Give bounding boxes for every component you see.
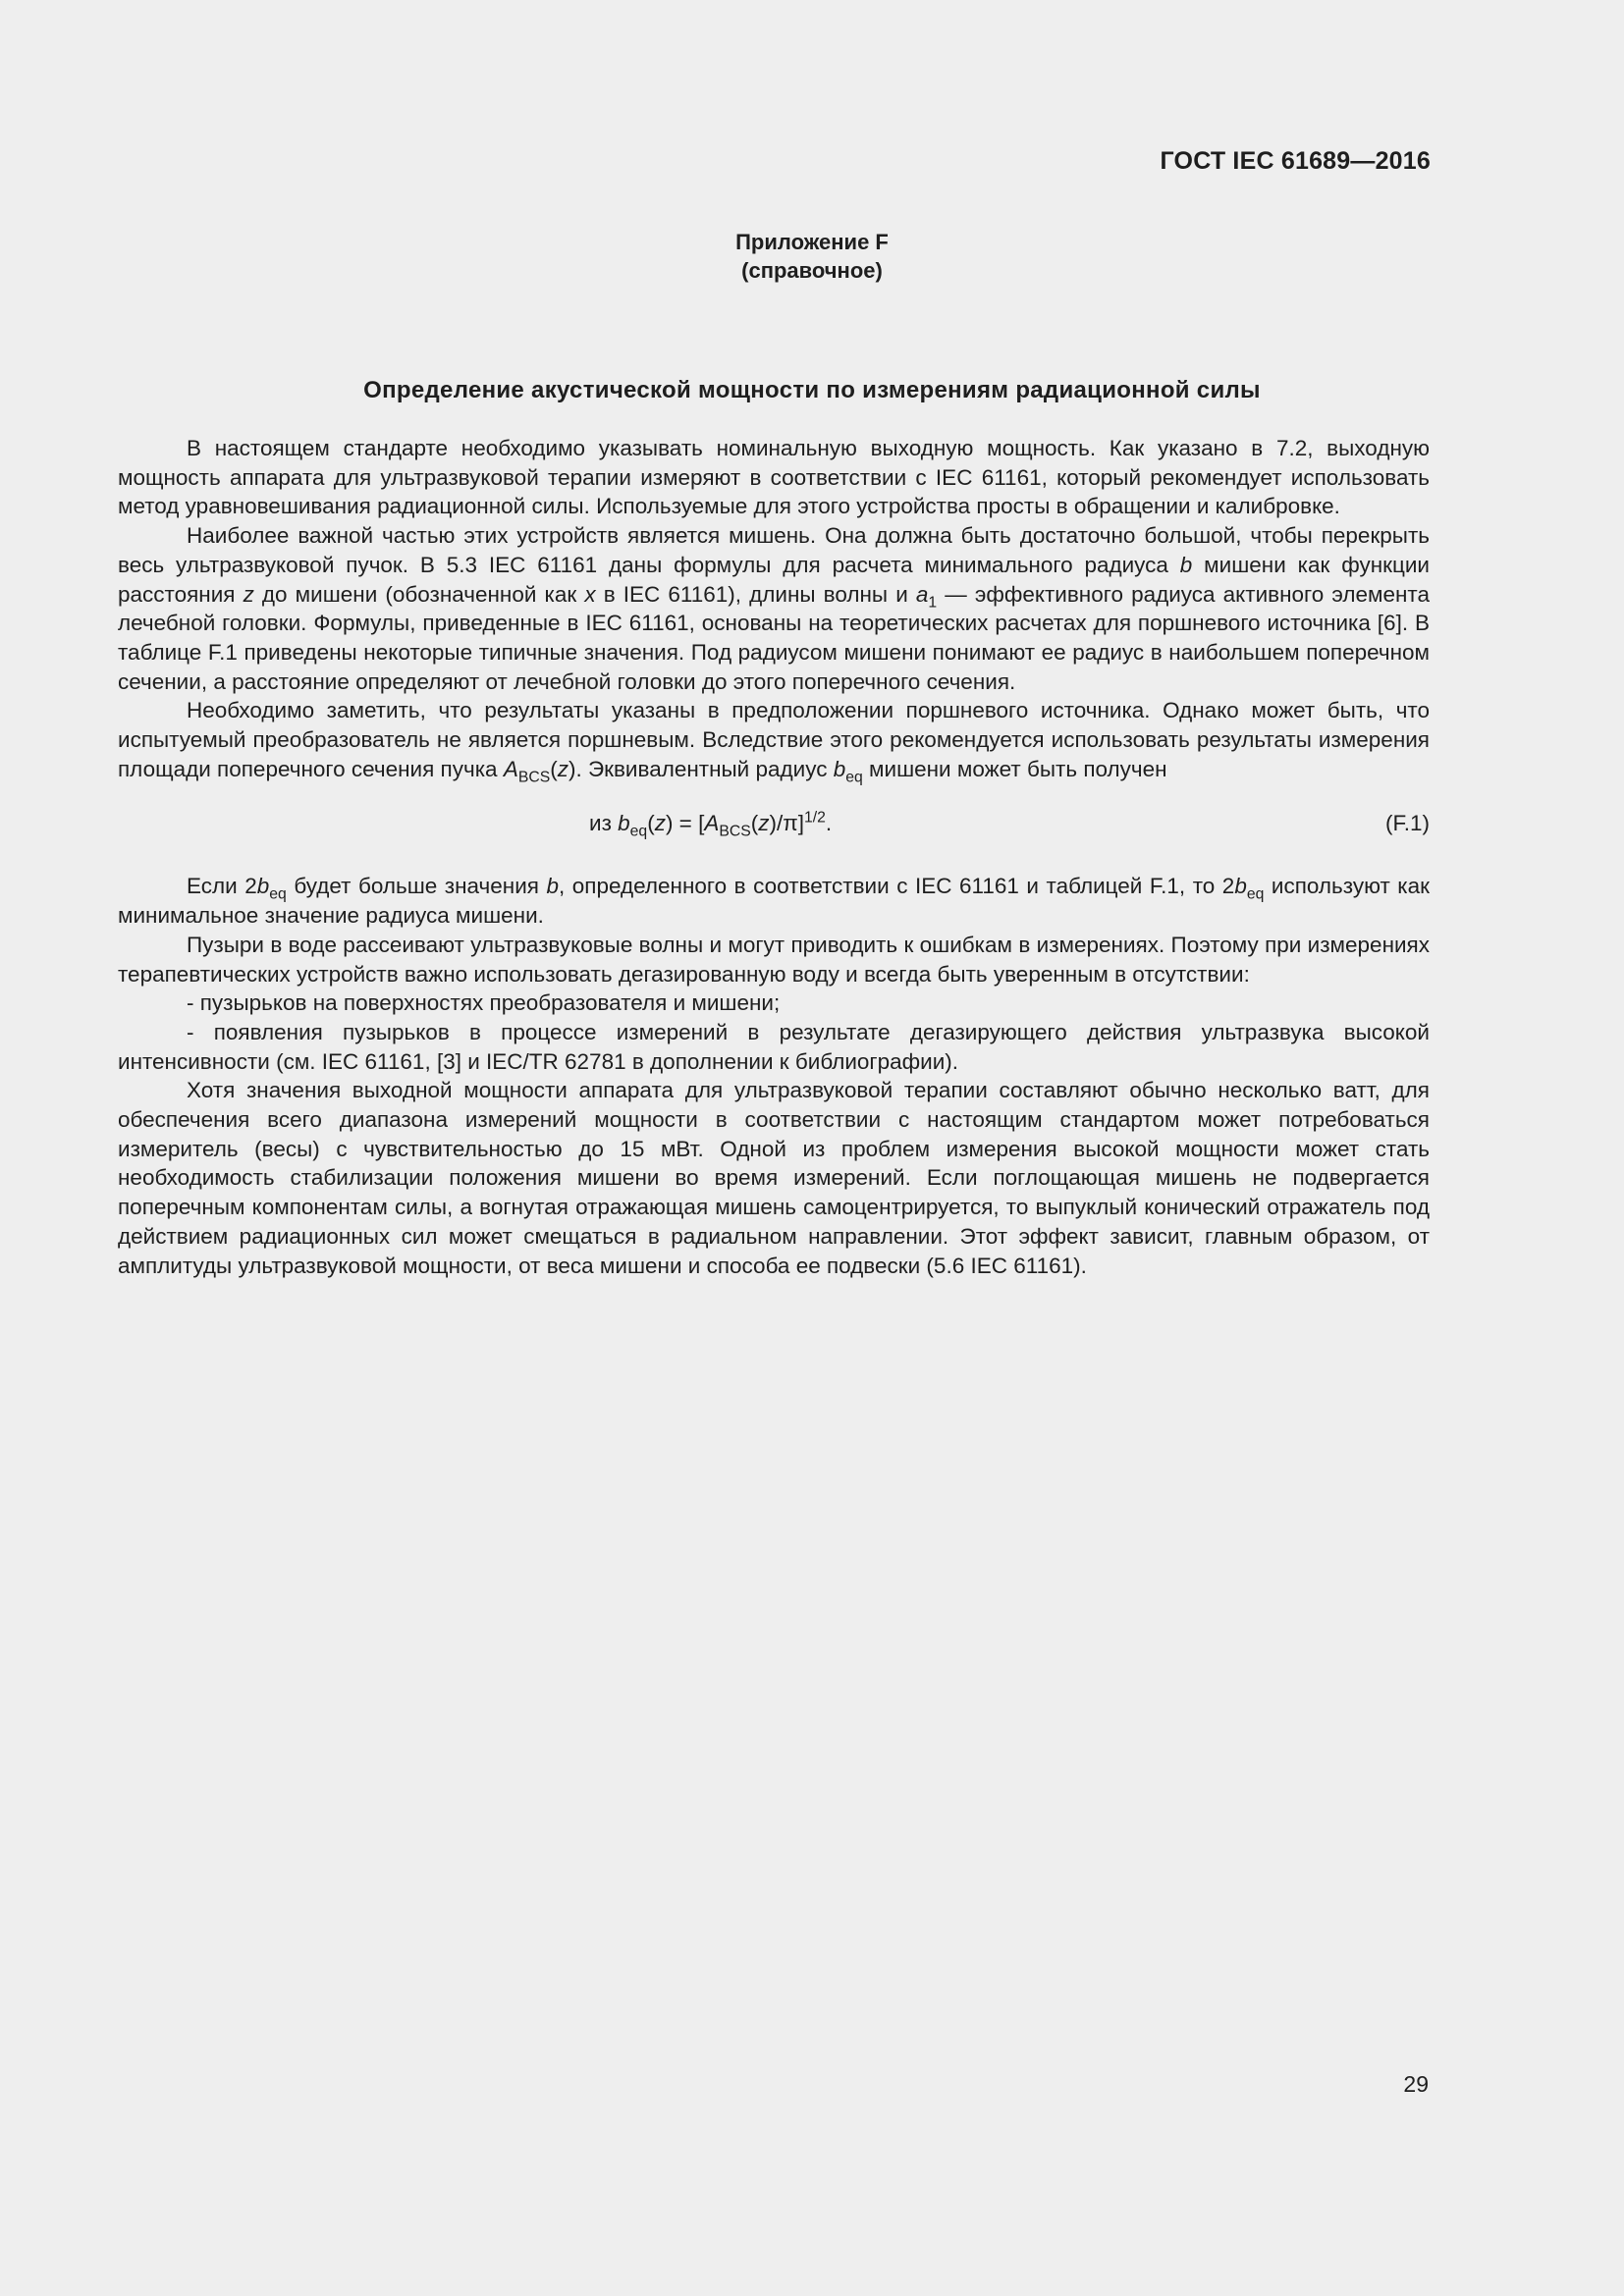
formula-f1: из $b_{eq}(z) = [A_{BCS}(z)/\pi]^{1/2}$. bbox=[589, 809, 833, 840]
paragraph-1: В настоящем стандарте необходимо указывать номинальную выходную мощность. Как указано в 7.2, выходную мощность аппарата для ультразвуковой терапии измеряют в соответствии с IEC 61161, который рекомендует использовать метод уравновешивания радиационной силы. Используемые для этого устройства просты в обращении и калибровке. bbox=[118, 436, 1430, 519]
paragraph-2: Наиболее важной частью этих устройств является мишень. Она должна быть достаточно большой, чтобы перекрыть весь ультразвуковой пучок. В 5.3 IEC 61161 даны формулы для расчета минимального радиуса b мишени как функции расстояния z до мишени (обозначенной как x в IEC 61161), длины волны и $a_1$ — эффективного радиуса активного элемента лечебной головки. Формулы, приведенные в IEC 61161, основаны на теоретических расчетах для поршневого источника [6]. В таблице F.1 приведены некоторые типичные значения. Под радиусом мишени понимают ее радиус в наибольшем поперечном сечении, а расстояние определяют от лечебной головки до этого поперечного сечения. bbox=[118, 523, 1430, 694]
body-text bbox=[118, 434, 1430, 1280]
appendix-title: Приложение F bbox=[735, 230, 889, 254]
list-item: - появления пузырьков в процессе измерений в результате дегазирующего действия ультразвука высокой интенсивности (см. IEC 61161, [3] и IEC/TR 62781 в дополнении к библиографии). bbox=[118, 1019, 1430, 1074]
appendix-subtitle: (справочное) bbox=[741, 258, 883, 283]
paragraph-6: Хотя значения выходной мощности аппарата для ультразвуковой терапии составляют обычно несколько ватт, для обеспечения всего диапазона измерений мощности в соответствии с настоящим стандартом может потребоваться измеритель (весы) с чувствительностью до 15 мВт. Одной из проблем измерения высокой мощности может стать необходимость стабилизации положения мишени во время измерений. Если поглощающая мишень не подвергается поперечным компонентам силы, а вогнутая отражающая мишень самоцентрируется, то выпуклый конический отражатель под действием радиационных сил может смещаться в радиальном направлении. Этот эффект зависит, главным образом, от амплитуды ультразвуковой мощности, от веса мишени и способа ее подвески (5.6 IEC 61161). bbox=[118, 1078, 1430, 1278]
section-title: Определение акустической мощности по измерениям радиационной силы bbox=[363, 377, 1261, 403]
paragraph-4: Если $2b_{eq}$ будет больше значения b, определенного в соответствии с IEC 61161 и таблицей F.1, то $2b_{eq}$ используют как минимальное значение радиуса мишени. bbox=[118, 874, 1430, 929]
formula-row bbox=[118, 801, 1430, 860]
page-number: 29 bbox=[1403, 2071, 1429, 2097]
paragraph-3: Необходимо заметить, что результаты указаны в предположении поршневого источника. Однако может быть, что испытуемый преобразователь не является поршневым. Вследствие этого рекомендуется использовать результаты измерения площади поперечного сечения пучка $A_{BCS}(z)$. Эквивалентный радиус $b_{eq}$ мишени может быть получен bbox=[118, 698, 1430, 786]
appendix-heading bbox=[0, 228, 1624, 285]
formula-number: (F.1) bbox=[1385, 811, 1430, 836]
paragraph-5: Пузыри в воде рассеивают ультразвуковые волны и могут приводить к ошибкам в измерениях. Поэтому при измерениях терапевтических устройств важно использовать дегазированную воду и всегда быть уверенным в отсутствии: bbox=[118, 932, 1430, 987]
list-item: - пузырьков на поверхностях преобразователя и мишени; bbox=[187, 990, 781, 1016]
document-id: ГОСТ IEC 61689—2016 bbox=[1160, 147, 1431, 175]
